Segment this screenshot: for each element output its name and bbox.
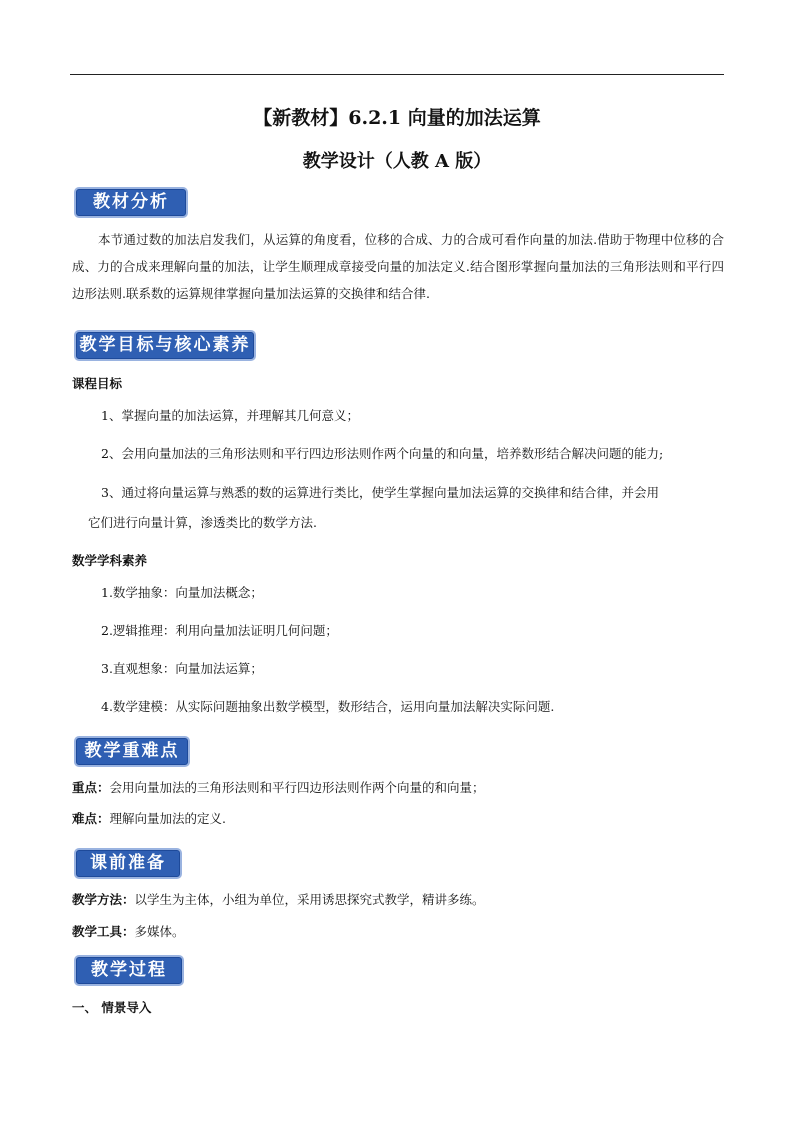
- course-goals-heading: 课程目标: [72, 376, 123, 391]
- difficult-point-text: 理解向量加法的定义.: [109, 811, 226, 826]
- intro-heading: 一、 情景导入: [72, 1000, 152, 1015]
- section-badge-process: 教学过程: [74, 955, 184, 986]
- analysis-paragraph: 本节通过数的加法启发我们，从运算的角度看，位移的合成、力的合成可看作向量的加法.借助于物理中位移的合成、力的合成来理解向量的加法，让学生顺理成章接受向量的加法定义.结合图形掌握向量加法的三角形法则和平行四边形法则.联系数的运算规律掌握向量加法运算的交换律和结合律.: [72, 232, 724, 301]
- document-subtitle: 教学设计（人教 A 版）: [302, 151, 492, 172]
- section-badge-goals: 教学目标与核心素养: [74, 330, 256, 361]
- teaching-tool-label: 教学工具：: [72, 924, 135, 939]
- teaching-method-text: 以学生为主体，小组为单位，采用诱思探究式教学，精讲多练。: [134, 892, 485, 907]
- section-badge-preparation: 课前准备: [74, 848, 182, 879]
- literacy-item: 3.直观想象：向量加法运算；: [101, 661, 263, 676]
- document-title: 【新教材】6.2.1 向量的加法运算: [253, 107, 541, 129]
- teaching-tool-line: [72, 922, 185, 940]
- teaching-method-line: [72, 890, 485, 908]
- teaching-tool-text: 多媒体。: [134, 924, 185, 939]
- literacy-heading: 数学学科素养: [72, 553, 148, 568]
- key-point-line: [72, 778, 485, 796]
- key-point-label: 重点：: [72, 780, 110, 795]
- key-point-text: 会用向量加法的三角形法则和平行四边形法则作两个向量的和向量；: [109, 780, 485, 795]
- course-goal-item: 1、掌握向量的加法运算，并理解其几何意义；: [101, 408, 359, 423]
- teaching-method-label: 教学方法：: [72, 892, 135, 907]
- section-badge-analysis: 教材分析: [74, 187, 188, 218]
- course-goal-item: 2、会用向量加法的三角形法则和平行四边形法则作两个向量的和向量，培养数形结合解决问题的能力;: [101, 446, 664, 461]
- literacy-item: 2.逻辑推理：利用向量加法证明几何问题；: [101, 623, 338, 638]
- section-badge-key-points: 教学重难点: [74, 736, 190, 767]
- literacy-item: 4.数学建模：从实际问题抽象出数学模型，数形结合，运用向量加法解决实际问题.: [101, 699, 555, 714]
- course-goal-item: 它们进行向量计算，渗透类比的数学方法.: [88, 515, 317, 530]
- difficult-point-line: [72, 809, 226, 827]
- course-goal-item: 3、通过将向量运算与熟悉的数的运算进行类比，使学生掌握向量加法运算的交换律和结合律，并会用: [101, 485, 659, 500]
- literacy-item: 1.数学抽象：向量加法概念；: [101, 585, 263, 600]
- header-rule: [70, 74, 724, 75]
- difficult-point-label: 难点：: [72, 811, 110, 826]
